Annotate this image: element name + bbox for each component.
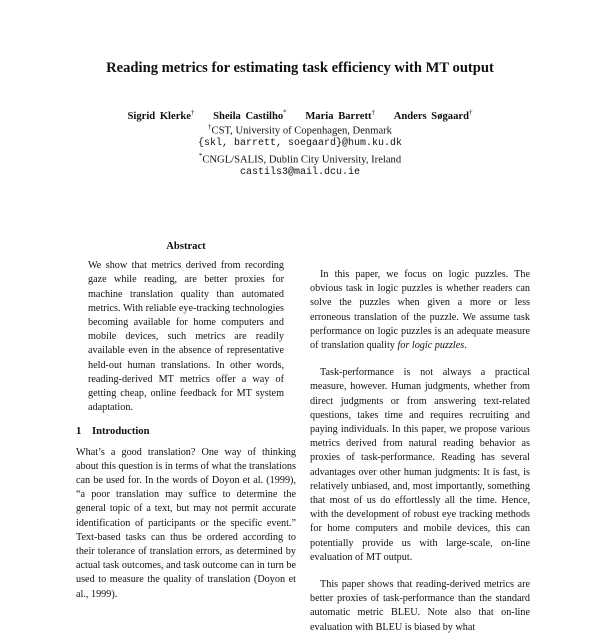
section-heading-introduction	[76, 425, 296, 439]
email-text: castils3@mail.dcu.ie	[239, 167, 361, 178]
paragraph-text: In this paper, we focus on logic puzzles. The obvious task in logic puzzles is whether readers can solve the puzzles when given a more or less erroneous translation of the puzzle. We assume task performance on logic puzzles is an adequate measure of translation quality	[310, 269, 530, 352]
author-name: Anders Søgaard	[393, 110, 469, 122]
author	[127, 108, 195, 122]
paragraph-end: .	[464, 340, 467, 352]
paragraph-task-performance: Task-performance is not always a practical measure, however. Human judgments, whether from direct judgments or from answering text-related questions, takes time and requires recruiting and paying individuals. In this paper, we propose various metrics derived from natural reading behavior as proxies of task-performance. Reading has several advantages over other human judgments: It is fast, is relatively unbiased, and, most importantly, something that most of us do effortlessly all the time. Hence, with the development of robust eye tracking methods for home computers and mobile devices, this can potentially provide us with large-scale, on-line evaluation of MT output.	[310, 367, 530, 563]
left-column	[76, 240, 296, 602]
paragraph-logic-puzzles	[310, 268, 530, 353]
author	[305, 108, 376, 122]
affiliation-cst	[0, 123, 600, 137]
affiliation-text: CNGL/SALIS, Dublin City University, Ireland	[202, 154, 402, 166]
author-list	[0, 108, 600, 122]
affiliation-mark: †	[208, 123, 212, 131]
author-name: Sigrid Klerke	[127, 110, 191, 122]
author-name: Sheila Castilho	[213, 110, 284, 122]
author-mark: †	[191, 108, 195, 116]
introduction-paragraph: What’s a good translation? One way of thinking about this question is in terms of what the translations can be used for. In the words of Doyon et al. (1999), “a poor translation may suffice to determine the general topic of a text, but may not permit accurate identification of participants or the specific event.” Text-based tasks can thus be ordered according to their tolerance of translation errors, as determined by actual task outcomes, and task outcome can in turn be used to measure the quality of translation (Doyon et al., 1999).	[76, 446, 296, 600]
author-name: Maria Barrett	[305, 110, 372, 122]
affiliation-email-ku	[0, 138, 600, 149]
abstract-heading: Abstract	[166, 241, 206, 252]
right-column	[310, 268, 530, 635]
author	[393, 108, 473, 122]
paper-title: Reading metrics for estimating task efficiency with MT output	[106, 60, 494, 76]
affiliation-dcu	[0, 152, 600, 166]
author-mark: †	[371, 108, 376, 116]
email-text: {skl, barrett, soegaard}@hum.ku.dk	[197, 138, 403, 149]
author	[213, 108, 287, 122]
italic-phrase: for logic puzzles	[397, 340, 465, 352]
abstract-text: We show that metrics derived from recording gaze while reading, are better proxies for machine translation quality than automated metrics. With reliable eye-tracking technologies becoming available for home computers and mobile devices, such metrics are readily available even in the absence of representative held-out human translations. In other words, reading-derived MT metrics offer a way of getting cheap, online feedback for MT system adaptation.	[88, 260, 284, 414]
affiliation-mark: *	[198, 152, 203, 160]
paragraph-reading-metrics: This paper shows that reading-derived metrics are better proxies of task-performance than the standard automatic metric BLEU. Note also that on-line evaluation with BLEU is biased by what	[310, 579, 530, 633]
author-mark: †	[469, 108, 473, 116]
section-number: 1	[76, 426, 82, 438]
section-title: Introduction	[92, 426, 150, 438]
affiliation-email-dcu	[0, 167, 600, 178]
author-mark: *	[283, 108, 287, 116]
affiliation-text: CST, University of Copenhagen, Denmark	[211, 125, 392, 137]
